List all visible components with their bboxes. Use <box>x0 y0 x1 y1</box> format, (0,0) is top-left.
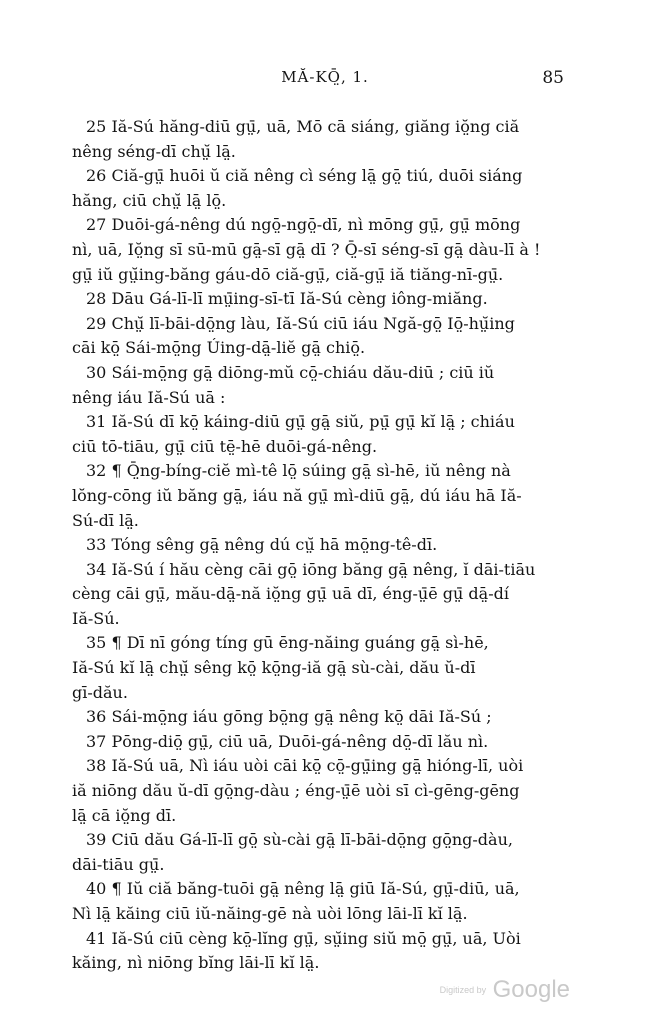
verse-line: lā̤ cā iŏ̤ng dī. <box>72 805 177 825</box>
verse <box>72 828 566 877</box>
verse-first-line: 28 Dāu Gá-lī-lī mṳ̄ing-sī-tī Iă-Sú cèng iông-miăng. <box>86 289 488 309</box>
verse <box>72 410 566 459</box>
verse <box>72 631 566 705</box>
verse-line: lŏng-cōng iŭ băng gā̤, iáu nă gṳ̄ mì-diū gā̤, dú iáu hā Iă- <box>72 485 522 505</box>
verse-line: cāi kō̤ Sái-mō̤ng Úing-dā̤-liĕ gā̤ chiō̤. <box>72 338 366 358</box>
verse-first-line: 38 Iă-Sú uā, Nì iáu uòi cāi kō̤ cō̤-gṳ̄ing gā̤ hióng-lī, uòi <box>86 756 524 776</box>
verse <box>72 361 566 410</box>
verse <box>72 877 566 926</box>
verse <box>72 754 566 828</box>
verse-line: kăing, nì niōng bĭng lāi-lī kĭ lā̤. <box>72 953 320 973</box>
verse-line: ciū tō-tiāu, gṳ̄ ciū tē̤-hē duōi-gá-nêng. <box>72 436 378 456</box>
verse <box>72 164 566 213</box>
verse <box>86 287 566 312</box>
verse-first-line: 25 Iă-Sú hăng-diū gṳ̄, uā, Mō cā siáng, giăng iŏ̤ng ciă <box>86 117 520 136</box>
verse <box>86 730 566 755</box>
verse-line: gṳ̄ iŭ gṳ̆ing-băng gáu-dō ciă-gṳ̄, ciă-gṳ̄ iă tiăng-nī-gṳ̄. <box>72 264 504 284</box>
verse-first-line: 31 Iă-Sú dī kō̤ káing-diū gṳ̄ gā̤ siŭ, pṳ̄ gṳ̄ kĭ lā̤ ; chiáu <box>86 412 515 432</box>
verse-line: nì, uā, Iŏ̤ng sī sū-mū gā̤-sī gā̤ dī ? Ō̤-sī séng-sī gā̤ dàu-lī à ! <box>72 239 541 259</box>
verse <box>72 927 566 976</box>
verse-line: Nì lā̤ kăing ciū iŭ-năing-gē nà uòi lōng lāi-lī kĭ lā̤. <box>72 904 468 923</box>
verse-first-line: 37 Pōng-diō̤ gṳ̄, ciū uā, Duōi-gá-nêng dō̤-dī lău nì. <box>86 731 489 751</box>
verse-first-line: 27 Duōi-gá-nêng dú ngō̤-ngō̤-dī, nì mōng gṳ̄, gṳ̄ mōng <box>86 215 521 235</box>
verse-line: Iă-Sú kĭ lā̤ chṳ̆ sêng kō̤ kō̤ng-iă gā̤ sù-cài, dău ŭ-dī <box>72 658 476 678</box>
verse <box>72 558 566 632</box>
verse-first-line: 40 ¶ Iŭ ciă băng-tuōi gā̤ nêng lā̤ giū Iă-Sú, gṳ̄-diū, uā, <box>86 879 520 899</box>
scripture-text <box>72 115 566 976</box>
watermark-prefix: Digitized by <box>439 985 487 995</box>
verse-line: Iă-Sú. <box>72 608 120 628</box>
verse-first-line: 39 Ciū dău Gá-lī-lī gō̤ sù-cài gā̤ lī-bāi-dō̤ng gō̤ng-dàu, <box>86 830 513 850</box>
verse-first-line: 30 Sái-mō̤ng gā̤ diōng-mŭ cō̤-chiáu dău-diū ; ciū iŭ <box>86 362 495 382</box>
digitized-watermark <box>440 976 570 1004</box>
verse-line: hăng, ciū chṳ̆ lā̤ lō̤. <box>72 190 227 210</box>
verse-line: iă niōng dău ŭ-dī gō̤ng-dàu ; éng-ṳ̄ē uòi sī cì-gēng-gēng <box>72 781 520 801</box>
verse-first-line: 29 Chṳ̆ lī-bāi-dō̤ng làu, Iă-Sú ciū iáu Ngă-gō̤ Iō̤-hṳ̆ing <box>86 313 515 333</box>
verse <box>72 213 566 287</box>
verse-line: cèng cāi gṳ̄, mău-dā̤-nă iŏ̤ng gṳ̄ uā dī, éng-ṳ̄ē gṳ̄ dā̤-dí <box>72 584 509 604</box>
verse-first-line: 41 Iă-Sú ciū cèng kō̤-lĭng gṳ̄, sṳ̆ing siŭ mō̤ gṳ̄, uā, Uòi <box>86 928 521 948</box>
google-logo-text: Google <box>492 976 570 1003</box>
running-title: MĂ-KŌ̤, 1. <box>281 68 369 86</box>
verse-first-line: 33 Tóng sêng gā̤ nêng dú cṳ̆ hā mō̤ng-tê-dī. <box>86 535 438 555</box>
verse <box>72 459 566 533</box>
verse <box>72 115 566 164</box>
verse-line: Sú-dī lā̤. <box>72 510 139 530</box>
verse <box>86 533 566 558</box>
verse-first-line: 35 ¶ Dī nī góng tíng gū ēng-năing guáng gā̤ sì-hē, <box>86 633 489 653</box>
verse-first-line: 36 Sái-mō̤ng iáu gōng bō̤ng gā̤ nêng kō̤ dāi Iă-Sú ; <box>86 707 492 727</box>
verse-line: dāi-tiāu gṳ̄. <box>72 854 165 874</box>
page-header <box>86 68 564 92</box>
verse-line: gī-dău. <box>72 682 128 702</box>
verse-first-line: 34 Iă-Sú í hău cèng cāi gō̤ iōng băng gā̤ nêng, ĭ dāi-tiāu <box>86 559 536 579</box>
verse-line: nêng séng-dī chṳ̆ lā̤. <box>72 141 236 161</box>
verse <box>86 705 566 730</box>
verse-first-line: 26 Ciă-gṳ̄ huōi ŭ ciă nêng cì séng lā̤ gō̤ tiú, duōi siáng <box>86 166 523 186</box>
verse <box>72 312 566 361</box>
page-number: 85 <box>542 68 564 88</box>
verse-line: nêng iáu Iă-Sú uā : <box>72 387 226 407</box>
verse-first-line: 32 ¶ Ō̤ng-bíng-ciĕ mì-tê lō̤ súing gā̤ sì-hē, iŭ nêng nà <box>86 461 511 481</box>
